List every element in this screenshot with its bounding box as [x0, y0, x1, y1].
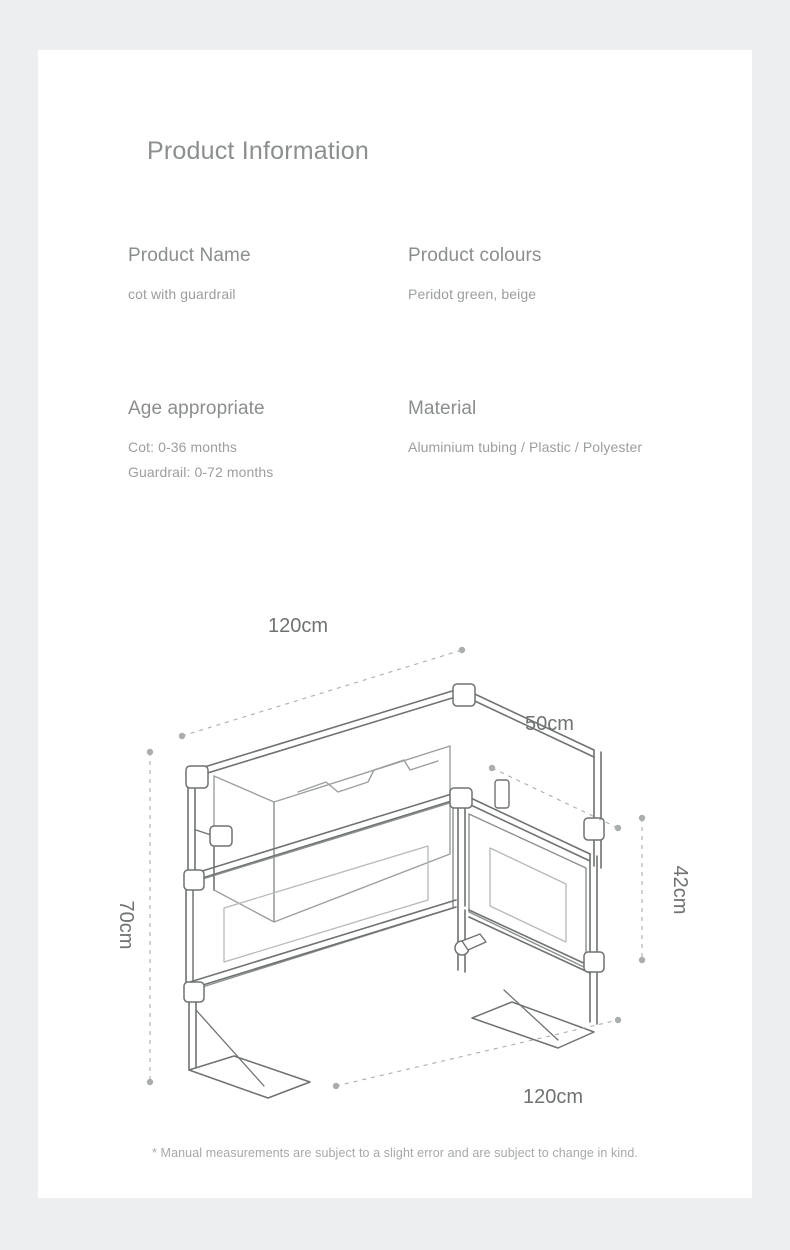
- info-cell-product-name: [128, 245, 408, 305]
- dimension-label-right-height: 42cm: [669, 865, 691, 915]
- age-appropriate-cot: Cot: 0-36 months: [128, 439, 237, 456]
- dimension-label-bottom-width: 120cm: [523, 1086, 584, 1108]
- dimension-label-top-width: 120cm: [268, 615, 329, 637]
- product-colours-label: Product colours: [408, 245, 542, 266]
- age-appropriate-label: Age appropriate: [128, 398, 265, 420]
- info-row-second: [128, 398, 728, 485]
- info-cell-material: [408, 398, 728, 485]
- product-name-label: Product Name: [128, 245, 251, 266]
- material-value: Aluminium tubing / Plastic / Polyester: [408, 439, 643, 456]
- age-appropriate-guardrail: Guardrail: 0-72 months: [128, 463, 274, 480]
- product-info-card: [38, 50, 752, 1198]
- info-row-first: [128, 245, 728, 305]
- product-name-value: cot with guardrail: [128, 286, 236, 302]
- measurement-footnote: * Manual measurements are subject to a slight error and are subject to change in kind.: [152, 1146, 638, 1160]
- product-colours-value: Peridot green, beige: [408, 286, 537, 302]
- dimension-label-left-height: 70cm: [115, 900, 137, 950]
- product-info-grid: [128, 245, 728, 485]
- info-cell-age-appropriate: [128, 398, 408, 485]
- dimension-label-depth: 50cm: [525, 713, 574, 735]
- material-label: Material: [408, 398, 477, 420]
- info-cell-product-colours: [408, 245, 728, 305]
- page-title: Product Information: [147, 137, 369, 165]
- product-dimension-diagram: [38, 570, 752, 1130]
- age-appropriate-value: [128, 436, 408, 483]
